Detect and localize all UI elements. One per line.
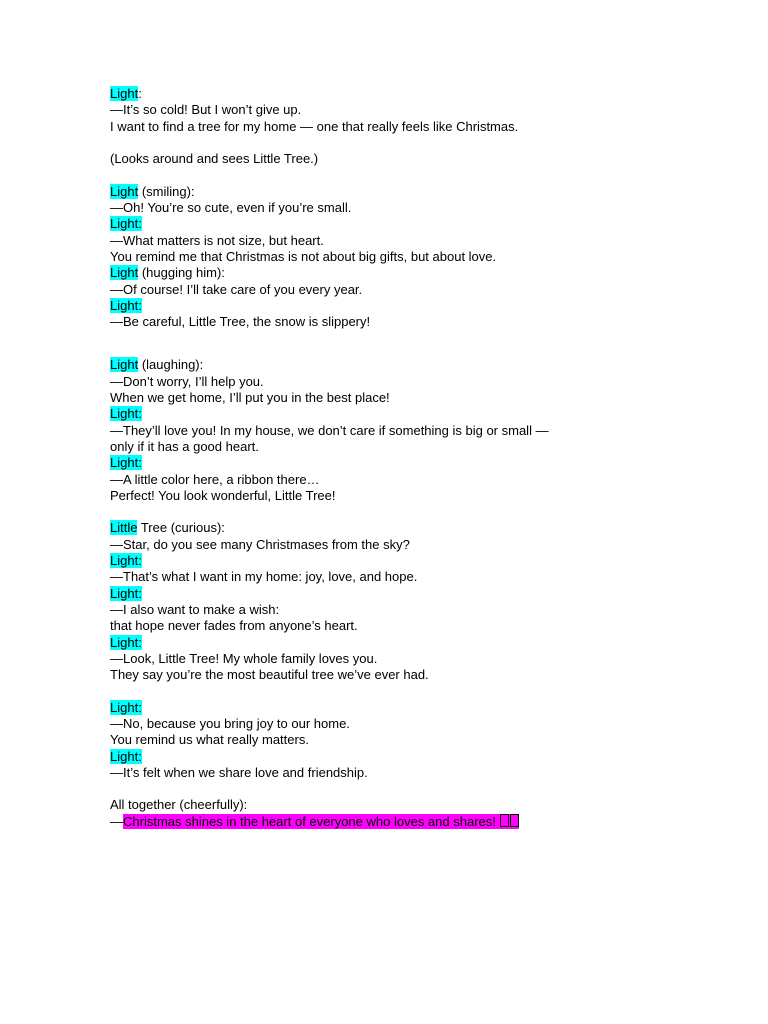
dialogue-line: Perfect! You look wonderful, Little Tree!	[110, 487, 336, 503]
dialogue-line: —Star, do you see many Christmases from the sky?	[110, 536, 410, 552]
speaker-name: Light:	[110, 553, 142, 569]
dialogue-line: —Oh! You’re so cute, even if you’re small.	[110, 200, 352, 216]
speaker-line	[110, 700, 670, 716]
dialogue-line: —That’s what I want in my home: joy, love, and hope.	[110, 569, 418, 585]
dialogue-line: They say you’re the most beautiful tree we’ve ever had.	[110, 667, 429, 683]
dialogue-line: When we get home, I’ll put you in the best place!	[110, 390, 390, 406]
missing-glyph-icon	[500, 814, 509, 827]
blank-line	[110, 135, 670, 151]
speaker-name: Light	[110, 357, 139, 373]
speaker-line	[110, 265, 670, 281]
dialogue-line: —Be careful, Little Tree, the snow is slippery!	[110, 314, 371, 330]
blank-line	[110, 330, 670, 357]
dash: —	[110, 813, 123, 829]
blank-line	[110, 683, 670, 699]
blank-line	[110, 781, 670, 797]
final-line	[110, 814, 670, 830]
closing-text: Christmas shines in the heart of everyone who loves and shares!	[123, 813, 500, 829]
dialogue-line: You remind me that Christmas is not about big gifts, but about love.	[110, 248, 497, 264]
speaker-name: Light	[110, 86, 139, 101]
speaker-name: Light:	[110, 585, 142, 601]
speaker-name: Light	[110, 265, 139, 281]
dialogue-line: —What matters is not size, but heart.	[110, 232, 324, 248]
speaker-direction: Tree (curious):	[137, 520, 225, 536]
speaker-name: Light:	[110, 455, 142, 471]
dialogue-line: I want to find a tree for my home — one that really feels like Christmas.	[110, 118, 519, 134]
speaker-direction: (laughing):	[138, 357, 204, 373]
dialogue-line: All together (cheerfully):	[110, 797, 248, 813]
speaker-line	[110, 455, 670, 471]
speaker-name: Light:	[110, 699, 142, 715]
speaker-line	[110, 749, 670, 765]
speaker-name: Light:	[110, 406, 142, 422]
script-text	[110, 86, 670, 830]
dialogue-line: only if it has a good heart.	[110, 438, 259, 454]
speaker-line	[110, 553, 670, 569]
dialogue-line: You remind us what really matters.	[110, 732, 309, 748]
dialogue-line: —Look, Little Tree! My whole family loves you.	[110, 650, 378, 666]
dialogue-line: —I also want to make a wish:	[110, 601, 280, 617]
speaker-line	[110, 635, 670, 651]
speaker-line	[110, 520, 670, 536]
dialogue-line: —It’s felt when we share love and friendship.	[110, 764, 368, 780]
speaker-line	[110, 86, 670, 102]
speaker-name: Light	[110, 183, 139, 199]
speaker-line	[110, 357, 670, 373]
speaker-line	[110, 216, 670, 232]
speaker-name: Light:	[110, 748, 142, 764]
speaker-line	[110, 298, 670, 314]
speaker-name: Light:	[110, 297, 142, 313]
dialogue-line: —Of course! I’ll take care of you every year.	[110, 281, 363, 297]
blank-line	[110, 504, 670, 520]
missing-glyph-icon	[510, 814, 519, 827]
speaker-direction: (hugging him):	[138, 265, 225, 281]
speaker-name: Little	[110, 520, 138, 536]
speaker-line	[110, 184, 670, 200]
dialogue-line: (Looks around and sees Little Tree.)	[110, 151, 319, 167]
highlighted-closing-text	[123, 814, 519, 829]
dialogue-line: —A little color here, a ribbon there…	[110, 471, 320, 487]
dialogue-line: —Don’t worry, I’ll help you.	[110, 373, 264, 389]
speaker-name: Light:	[110, 216, 142, 232]
speaker-name: Light:	[110, 634, 142, 650]
speaker-line	[110, 406, 670, 422]
speaker-direction: :	[138, 86, 142, 101]
dialogue-line: —No, because you bring joy to our home.	[110, 715, 350, 731]
speaker-direction: (smiling):	[138, 183, 195, 199]
dialogue-line: —They’ll love you! In my house, we don’t care if something is big or small —	[110, 422, 549, 438]
speaker-line	[110, 586, 670, 602]
blank-line	[110, 167, 670, 183]
dialogue-line: that hope never fades from anyone’s heart.	[110, 618, 358, 634]
dialogue-line: —It’s so cold! But I won’t give up.	[110, 102, 302, 118]
